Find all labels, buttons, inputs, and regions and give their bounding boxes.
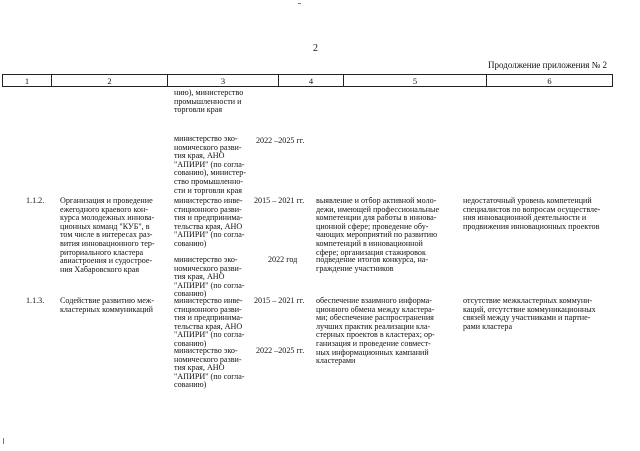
row-1-number: 1.1.2.	[26, 196, 45, 205]
row-1-result-1: выявление и отбор активной моло- дежи, имеющей профессиональные компетенции для работы в иннова- ционной сфере; проведение обу- чающих мероприятий по развитию компетенций в инновационной сфере; организация стажировок	[316, 196, 440, 257]
column-1-number: 1	[3, 75, 52, 87]
row-1-problem: недостаточный уровень компетенций специалистов по вопросам осуществле- ния инновационной деятельности и продвижения инновационных проектов	[463, 196, 601, 231]
row-2-period-2: 2022 –2025 гг.	[256, 346, 305, 355]
carryover-responsible: нию), министерство промышленности и торговли края	[174, 88, 244, 115]
row-2-responsible-2: министерство эко- номического разви- тия края, АНО "АПИРИ" (по согла- сованию)	[174, 346, 245, 390]
row-2-result-1: обеспечение взаимного информа- ционного обмена между кластера- ми; обеспечение распространения лучших практик реализации кла- стерных проектов в кластерах; ор- ганизация и проведение совмест- ных информационных кампаний кластерами	[316, 296, 435, 366]
column-2-number: 2	[52, 75, 168, 87]
block-a-responsible: министерство эко- номического разви- тия края, АНО "АПИРИ" (по согла- сованию), министер- ство промышленно- сти и торговли края	[174, 134, 246, 195]
row-1-responsible-2: министерство эко- номического разви- тия края, АНО "АПИРИ" (по согла- сованию)	[174, 255, 245, 299]
appendix-continuation: Продолжение приложения № 2	[488, 60, 608, 70]
row-2-period-1: 2015 – 2021 гг.	[254, 296, 305, 305]
row-1-result-2: подведение итогов конкурса, на- граждение участников	[316, 255, 429, 273]
scan-mark-top	[298, 3, 301, 4]
row-2-problem: отсутствие межкластерных коммуни- каций, отсутствие коммуникационных связей между участниками и партне- рами кластера	[463, 296, 596, 331]
row-1-period-2: 2022 год	[268, 255, 298, 264]
row-2-title: Содействие развитию меж- кластерных коммуникаций	[60, 296, 155, 314]
column-3-number: 3	[168, 75, 279, 87]
row-1-responsible-1: министерство инве- стиционного разви- тия и предпринима- тельства края, АНО "АПИРИ" (по согла- сованию)	[174, 196, 245, 248]
row-2-responsible-1: министерство инве- стиционного разви- тия и предпринима- тельства края, АНО "АПИРИ" (по согла- сованию)	[174, 296, 245, 348]
column-5-number: 5	[344, 75, 487, 87]
scan-mark-left	[3, 438, 4, 444]
row-1-period-1: 2015 – 2021 гг.	[254, 196, 305, 205]
row-1-title: Организация и проведение ежегодного краевого кон- курса молодежных иннова- ционных команд "КУБ", в том числе в интересах раз- вития инновационного тер- риториального кластера авиастроения и судострое- ния Хабаровского края	[60, 196, 155, 274]
row-2-number: 1.1.3.	[26, 296, 45, 305]
page-number: 2	[313, 43, 318, 54]
block-a-period: 2022 –2025 гг.	[256, 136, 305, 145]
column-4-number: 4	[279, 75, 344, 87]
column-number-header	[2, 74, 613, 87]
column-6-number: 6	[487, 75, 613, 87]
